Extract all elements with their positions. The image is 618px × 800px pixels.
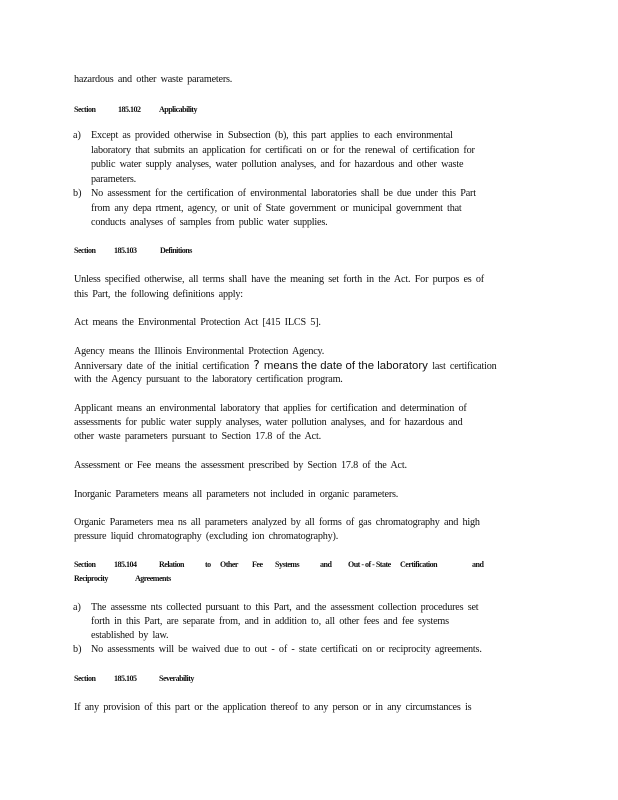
list-item-line: forth in this Part, are separate from, and in addition to, all other fees and fee systems	[91, 616, 449, 627]
list-item-line: from any depa rtment, agency, or unit of State government or municipal government that	[91, 203, 462, 214]
heading-word: Certification	[400, 560, 438, 569]
section-title: Applicability	[159, 105, 197, 114]
section-label: Section	[74, 560, 96, 569]
heading-word: Relation	[159, 560, 184, 569]
body-text-line: with the Agency pursuant to the laboratory certification program.	[74, 374, 343, 385]
list-item-line: The assessme nts collected pursuant to this Part, and the assessment collection procedures set	[91, 602, 479, 613]
list-item-line: Except as provided otherwise in Subsection (b), this part applies to each environmental	[91, 130, 453, 141]
definition-agency: Agency means the Illinois Environmental Protection Agency.	[74, 346, 325, 357]
section-label: Section	[74, 674, 96, 683]
section-heading-185-104	[74, 560, 483, 570]
heading-word: Other	[220, 560, 238, 569]
list-marker: b)	[73, 188, 82, 199]
list-item-line: established by law.	[91, 630, 169, 641]
heading-word: Agreements	[135, 574, 171, 583]
body-text-line: If any provision of this part or the application thereof to any person or in any circumstances is	[74, 702, 472, 713]
body-text-line: hazardous and other waste parameters.	[74, 74, 233, 85]
section-title: Definitions	[160, 246, 192, 255]
heading-word: to	[205, 560, 211, 569]
definition-applicant: Applicant means an environmental laboratory that applies for certification and determination of	[74, 403, 467, 414]
heading-word: and	[320, 560, 332, 569]
body-text-line: this Part, the following definitions apply:	[74, 289, 243, 300]
definition-organic-parameters: Organic Parameters mea ns all parameters analyzed by all forms of gas chromatography and high	[74, 517, 480, 528]
body-text-line: other waste parameters pursuant to Section 17.8 of the Act.	[74, 431, 321, 442]
heading-word: Reciprocity	[74, 574, 108, 583]
section-title: Severability	[159, 674, 194, 683]
heading-word: Out - of - State	[348, 560, 391, 569]
list-item-line: laboratory that submits an application for certificati on or for the renewal of certification for	[91, 145, 475, 156]
definition-inorganic-parameters: Inorganic Parameters means all parameters not included in organic parameters.	[74, 489, 399, 500]
text-run: means the date of the laboratory	[263, 360, 428, 372]
body-text-line: Unless specified otherwise, all terms shall have the meaning set forth in the Act. For purpos es of	[74, 274, 485, 285]
text-run: last certification	[432, 361, 497, 372]
section-heading-185-105	[74, 674, 194, 684]
heading-word: Fee	[252, 560, 263, 569]
section-number: 185.102	[118, 105, 141, 114]
section-label: Section	[74, 246, 96, 255]
unknown-glyph: ?	[253, 358, 260, 372]
list-item-line: No assessments will be waived due to out - of - state certificati on or reciprocity agreements.	[91, 644, 482, 655]
body-text-line: pressure liquid chromatography (excluding ion chromatography).	[74, 531, 339, 542]
section-heading-185-103	[74, 246, 192, 256]
definition-anniversary-date	[74, 359, 497, 373]
list-marker: b)	[73, 644, 82, 655]
definition-act: Act means the Environmental Protection Act [415 ILCS 5].	[74, 317, 321, 328]
definition-assessment: Assessment or Fee means the assessment prescribed by Section 17.8 of the Act.	[74, 460, 407, 471]
list-item-line: parameters.	[91, 174, 137, 185]
section-number: 185.105	[114, 674, 137, 683]
list-marker: a)	[73, 130, 81, 141]
section-heading-185-104-cont	[74, 574, 171, 584]
body-text-line: assessments for public water supply analyses, water pollution analyses, and for hazardous and	[74, 417, 463, 428]
list-item-line: conducts analyses of samples from public water supplies.	[91, 217, 328, 228]
list-marker: a)	[73, 602, 81, 613]
list-item-line: public water supply analyses, water pollution analyses, and for hazardous and other waste	[91, 159, 464, 170]
section-number: 185.103	[114, 246, 137, 255]
section-label: Section	[74, 105, 96, 114]
section-number: 185.104	[114, 560, 137, 569]
section-heading-185-102	[74, 105, 197, 115]
list-item-line: No assessment for the certification of environmental laboratories shall be due under this Part	[91, 188, 476, 199]
heading-word: Systems	[275, 560, 300, 569]
heading-word: and	[472, 560, 484, 569]
text-run: Anniversary date of the initial certification	[74, 361, 249, 372]
